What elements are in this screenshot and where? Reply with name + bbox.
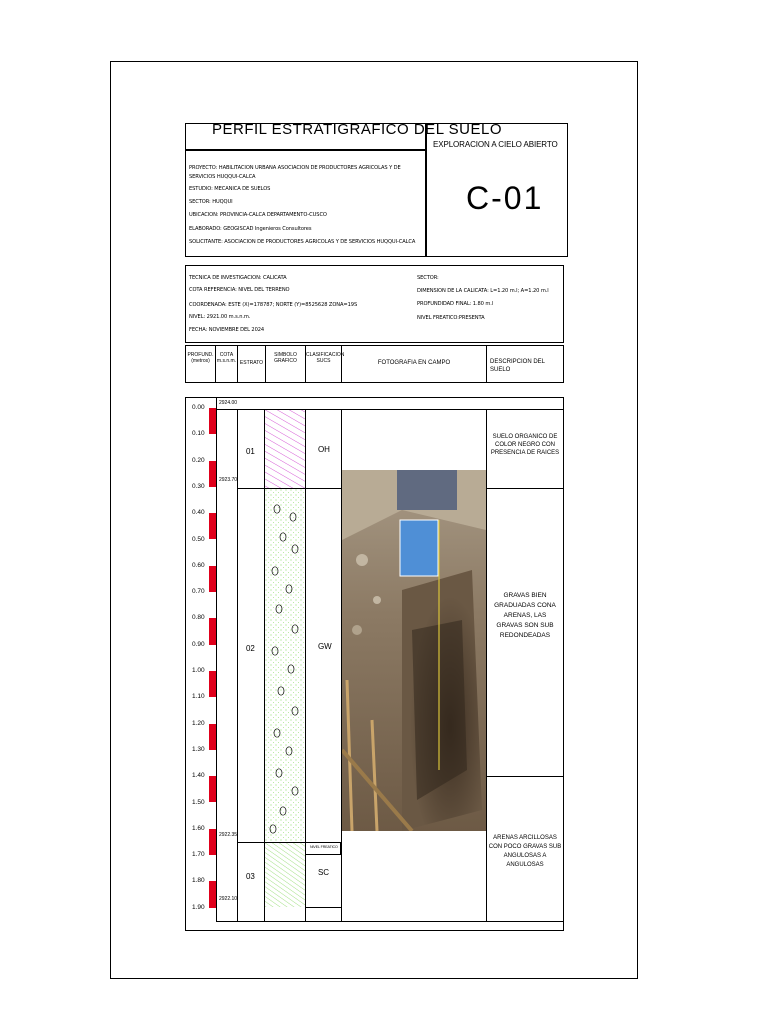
depth-label: 1.50 xyxy=(192,798,205,806)
estrato-03: 03 xyxy=(246,872,255,881)
depth-label: 0.80 xyxy=(192,614,205,622)
ruler-segment xyxy=(209,618,216,644)
desc-line: ANGULOSAS A xyxy=(503,853,547,859)
col-div xyxy=(305,345,306,383)
page-title: PERFIL ESTRATIGRAFICO DEL SUELO xyxy=(212,121,502,138)
ruler-segment xyxy=(209,671,216,697)
cota-header-l1: COTA xyxy=(219,352,234,358)
desc-line: GRAVAS BIEN xyxy=(503,592,547,599)
desc-line: GRADUADAS CONA xyxy=(494,602,556,609)
elaborado-line: ELABORADO: GEOGISCAD Ingenieros Consultores xyxy=(189,226,312,232)
sector-line: SECTOR: HUQQUI xyxy=(189,199,233,205)
solicitante-line: SOLICITANTE: ASOCIACION DE PRODUCTORES AGRICOLAS Y DE SERVICIOS HUQQUI-CALCA xyxy=(189,239,416,245)
estrato-02: 02 xyxy=(246,644,255,653)
desc-line: REDONDEADAS xyxy=(499,632,551,639)
desc-line: CON POCO GRAVAS SUB xyxy=(488,844,562,850)
sucs-03: SC xyxy=(318,868,329,877)
sucs-02: GW xyxy=(318,642,332,651)
ruler-segment xyxy=(209,408,216,434)
coordenada-line: COORDENADA: ESTE (X)=178787; NORTE (Y)=8525628 ZONA=19S xyxy=(189,302,358,308)
depth-label: 1.00 xyxy=(192,667,205,674)
simbolo-header-l1: SIMBOLO xyxy=(274,352,297,358)
symbol-gravel xyxy=(265,489,305,842)
ruler-segment xyxy=(209,566,216,592)
ubicacion-line: UBICACION: PROVINCIA-CALCA DEPARTAMENTO-CUSCO xyxy=(189,212,327,218)
depth-label: 0.10 xyxy=(192,430,205,438)
cota-label: 2922.10 xyxy=(219,896,238,902)
cota-header-l2: m.s.n.m. xyxy=(216,358,237,364)
field-photo-svg xyxy=(342,470,486,831)
tecnica-line: TECNICA DE INVESTIGACION: CALICATA xyxy=(189,275,287,281)
ruler-segment xyxy=(209,881,216,907)
sector-right-line: SECTOR: xyxy=(417,275,439,281)
col-div xyxy=(265,345,266,383)
profundidad-line: PROFUNDIDAD FINAL: 1.80 m.l xyxy=(417,301,494,307)
desc-line: ARENAS, LAS xyxy=(503,612,547,619)
clasif-header-l1: CLASIFICACION xyxy=(306,352,345,358)
nivel-line: NIVEL: 2921.00 m.s.n.m. xyxy=(189,314,251,320)
desc-stratum-01 xyxy=(487,433,563,457)
proyecto-line-2: SERVICIOS HUQQUI-CALCA xyxy=(189,174,256,180)
desc-stratum-03 xyxy=(487,834,563,870)
ruler-segment xyxy=(209,513,216,539)
cota-label: 2923.70 xyxy=(219,477,238,483)
desc-header-l1: DESCRIPCION DEL xyxy=(490,359,546,365)
desc-line: ANGULOSAS xyxy=(506,862,544,868)
cota-header xyxy=(216,352,237,364)
col-div xyxy=(215,345,216,383)
ruler-segment xyxy=(209,829,216,855)
ruler-segment xyxy=(209,776,216,802)
depth-label: 1.30 xyxy=(192,745,205,753)
depth-label: 1.10 xyxy=(192,693,205,701)
profund-header-l1: PROFUND. xyxy=(187,352,214,358)
col-div xyxy=(237,409,238,921)
desc-boundary xyxy=(486,488,564,489)
freatico-line: NIVEL FREATICO:PRESENTA xyxy=(417,315,485,321)
symbol-clayey-sand xyxy=(265,843,305,907)
estrato-header: ESTRATO xyxy=(239,360,264,366)
col-div xyxy=(486,345,487,383)
desc-stratum-02 xyxy=(487,591,563,641)
desc-header-l2: SUELO xyxy=(490,367,511,373)
depth-label: 1.90 xyxy=(192,903,205,911)
stratum-boundary xyxy=(305,907,341,908)
col-div xyxy=(216,397,217,921)
depth-label: 0.30 xyxy=(192,482,205,490)
fecha-line: FECHA: NOVIEMBRE DEL 2024 xyxy=(189,327,265,333)
depth-label: 0.70 xyxy=(192,588,205,596)
depth-label: 1.20 xyxy=(192,719,205,727)
depth-label: 0.00 xyxy=(192,404,205,411)
depth-label: 0.20 xyxy=(192,456,205,464)
depth-label: 1.70 xyxy=(192,851,205,859)
estrato-01: 01 xyxy=(246,447,255,456)
depth-label: 1.60 xyxy=(192,824,205,832)
desc-header xyxy=(490,358,550,374)
calicata-code: C-01 xyxy=(466,180,544,216)
depth-label: 0.60 xyxy=(192,561,205,569)
desc-line: ARENAS ARCILLOSAS xyxy=(493,835,557,841)
simbolo-header-l2: GRAFICO xyxy=(274,358,297,364)
profund-header-l2: (metros) xyxy=(191,358,210,364)
freatico-tag: NIVEL FREATICO xyxy=(310,845,338,849)
exploracion-label: EXPLORACION A CIELO ABIERTO xyxy=(433,140,558,149)
desc-line: PRESENCIA DE RAICES xyxy=(490,450,560,456)
desc-line: COLOR NEGRO CON xyxy=(494,442,555,448)
depth-label: 1.40 xyxy=(192,772,205,780)
ruler-segment xyxy=(209,461,216,487)
simbolo-header xyxy=(266,352,305,364)
desc-boundary xyxy=(486,776,564,777)
depth-label: 1.80 xyxy=(192,877,205,885)
profile-bottom-line xyxy=(216,921,564,922)
estudio-line: ESTUDIO: MECANICA DE SUELOS xyxy=(189,186,271,192)
cota-ref-line: COTA REFERENCIA: NIVEL DEL TERRENO xyxy=(189,287,290,293)
proyecto-line-1: PROYECTO: HABILITACION URBANA ASOCIACION DE PRODUCTORES AGRICOLAS Y DE xyxy=(189,165,401,171)
depth-label: 0.40 xyxy=(192,509,205,517)
sucs-01: OH xyxy=(318,445,330,454)
ruler-segment xyxy=(209,724,216,750)
depth-label: 0.90 xyxy=(192,640,205,648)
desc-line: SUELO ORGANICO DE xyxy=(492,434,558,440)
cota-label: 2924.00 xyxy=(219,400,238,406)
desc-line: GRAVAS SON SUB xyxy=(496,622,554,629)
cota-label: 2922.35 xyxy=(219,832,238,838)
depth-label: 0.50 xyxy=(192,535,205,543)
dimension-line: DIMENSION DE LA CALICATA: L=1.20 m.l; A=1.20 m.l xyxy=(417,288,549,294)
foto-header: FOTOGRAFIA EN CAMPO xyxy=(377,360,451,366)
profund-header xyxy=(186,352,215,364)
clasif-header-l2: SUCS xyxy=(316,358,331,364)
clasif-header xyxy=(306,352,345,364)
field-photo xyxy=(342,470,486,831)
symbol-organic-hatch xyxy=(265,410,305,488)
